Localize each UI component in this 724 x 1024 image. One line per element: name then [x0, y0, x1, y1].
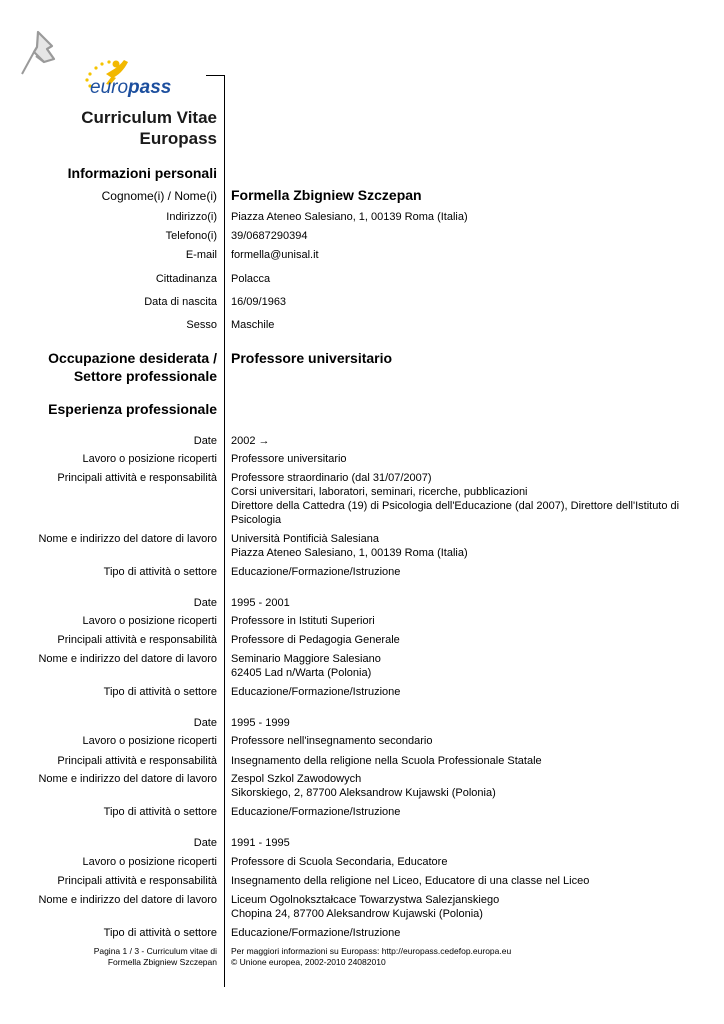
footer-left: Pagina 1 / 3 - Curriculum vitae di Formella Zbigniew Szczepan — [93, 946, 217, 967]
entry-4-employer-label: Nome e indirizzo del datore di lavoro — [38, 894, 217, 906]
entry-4-activities-label: Principali attività e responsabilità — [57, 875, 217, 887]
entry-1-activities: Professore straordinario (dal 31/07/2007) Corsi universitari, laboratori, seminari, ricerche, pubblicazioni Direttore della Cattedra (19) di Psicologia dell'Educazione (dal 2007), Direttore dell'Istituto di Psicologia — [231, 472, 680, 526]
phone-value: 39/0687290394 — [231, 230, 308, 242]
europass-wordmark: europass — [90, 77, 172, 98]
entry-2-activities: Professore di Pedagogia Generale — [231, 634, 400, 646]
entry-1-employer-label: Nome e indirizzo del datore di lavoro — [38, 533, 217, 545]
entry-2-role-label: Lavoro o posizione ricoperti — [82, 615, 217, 627]
entry-3-sector: Educazione/Formazione/Istruzione — [231, 806, 401, 818]
entry-2-employer: Seminario Maggiore Salesiano 62405 Lad n/Warta (Polonia) — [231, 653, 381, 679]
footer-right: Per maggiori informazioni su Europass: http://europass.cedefop.europa.eu © Unione europea, 2002-2010 24082010 — [231, 946, 512, 967]
entry-1-sector: Educazione/Formazione/Istruzione — [231, 566, 401, 578]
section-title-personal: Informazioni personali — [67, 165, 217, 181]
top-divider-corner — [206, 75, 225, 76]
entry-3-role-label: Lavoro o posizione ricoperti — [82, 735, 217, 747]
phone-label: Telefono(i) — [165, 230, 217, 242]
cv-title: Curriculum Vitae Europass — [81, 108, 217, 148]
entry-2-date-label: Date — [193, 597, 217, 609]
address-value: Piazza Ateneo Salesiano, 1, 00139 Roma (Italia) — [231, 211, 468, 223]
desired-occupation-label: Occupazione desiderata / Settore professionale — [48, 350, 217, 384]
address-label: Indirizzo(i) — [166, 211, 217, 223]
entry-1-activities-label: Principali attività e responsabilità — [57, 472, 217, 484]
citizenship-label: Cittadinanza — [155, 273, 217, 285]
entry-4-role-label: Lavoro o posizione ricoperti — [82, 856, 217, 868]
entry-1-date: 2002 → — [231, 435, 270, 447]
entry-2-sector: Educazione/Formazione/Istruzione — [231, 686, 401, 698]
email-value[interactable]: formella@unisal.it — [231, 249, 319, 261]
pushpin-icon — [14, 26, 70, 82]
entry-4-date-label: Date — [193, 837, 217, 849]
entry-4-sector: Educazione/Formazione/Istruzione — [231, 927, 401, 939]
entry-1-role: Professore universitario — [231, 453, 347, 465]
entry-1-sector-label: Tipo di attività o settore — [103, 566, 217, 578]
entry-4-role: Professore di Scuola Secondaria, Educatore — [231, 856, 448, 868]
entry-4-activities: Insegnamento della religione nel Liceo, Educatore di una classe nel Liceo — [231, 875, 590, 887]
entry-3-sector-label: Tipo di attività o settore — [103, 806, 217, 818]
entry-2-activities-label: Principali attività e responsabilità — [57, 634, 217, 646]
entry-3-date-label: Date — [193, 717, 217, 729]
main-divider — [224, 75, 225, 987]
citizenship-value: Polacca — [231, 273, 271, 285]
birthdate-value: 16/09/1963 — [231, 296, 287, 308]
entry-3-date: 1995 - 1999 — [231, 717, 290, 729]
entry-3-activities: Insegnamento della religione nella Scuola Professionale Statale — [231, 755, 542, 767]
entry-4-date: 1991 - 1995 — [231, 837, 290, 849]
name-value: Formella Zbigniew Szczepan — [231, 187, 422, 203]
entry-2-employer-label: Nome e indirizzo del datore di lavoro — [38, 653, 217, 665]
entry-3-employer-label: Nome e indirizzo del datore di lavoro — [38, 773, 217, 785]
sex-label: Sesso — [186, 319, 217, 331]
entry-2-date: 1995 - 2001 — [231, 597, 290, 609]
entry-3-employer: Zespol Szkol Zawodowych Sikorskiego, 2, 87700 Aleksandrow Kujawski (Polonia) — [231, 773, 496, 799]
birthdate-label: Data di nascita — [144, 296, 217, 308]
entry-4-employer: Liceum Ogolnokształcace Towarzystwa Salezjanskiego Chopina 24, 87700 Aleksandrow Kujawski (Polonia) — [231, 894, 500, 920]
entry-2-sector-label: Tipo di attività o settore — [103, 686, 217, 698]
sex-value: Maschile — [231, 319, 275, 331]
entry-1-date-label: Date — [193, 435, 217, 447]
entry-3-activities-label: Principali attività e responsabilità — [57, 755, 217, 767]
name-label: Cognome(i) / Nome(i) — [101, 189, 217, 203]
desired-occupation-value: Professore universitario — [231, 350, 393, 366]
section-title-experience: Esperienza professionale — [48, 401, 217, 417]
entry-4-sector-label: Tipo di attività o settore — [103, 927, 217, 939]
email-label: E-mail — [185, 249, 217, 261]
entry-1-employer: Università Pontificià Salesiana Piazza Ateneo Salesiano, 1, 00139 Roma (Italia) — [231, 533, 468, 559]
entry-2-role: Professore in Istituti Superiori — [231, 615, 375, 627]
entry-3-role: Professore nell'insegnamento secondario — [231, 735, 433, 747]
entry-1-role-label: Lavoro o posizione ricoperti — [82, 453, 217, 465]
